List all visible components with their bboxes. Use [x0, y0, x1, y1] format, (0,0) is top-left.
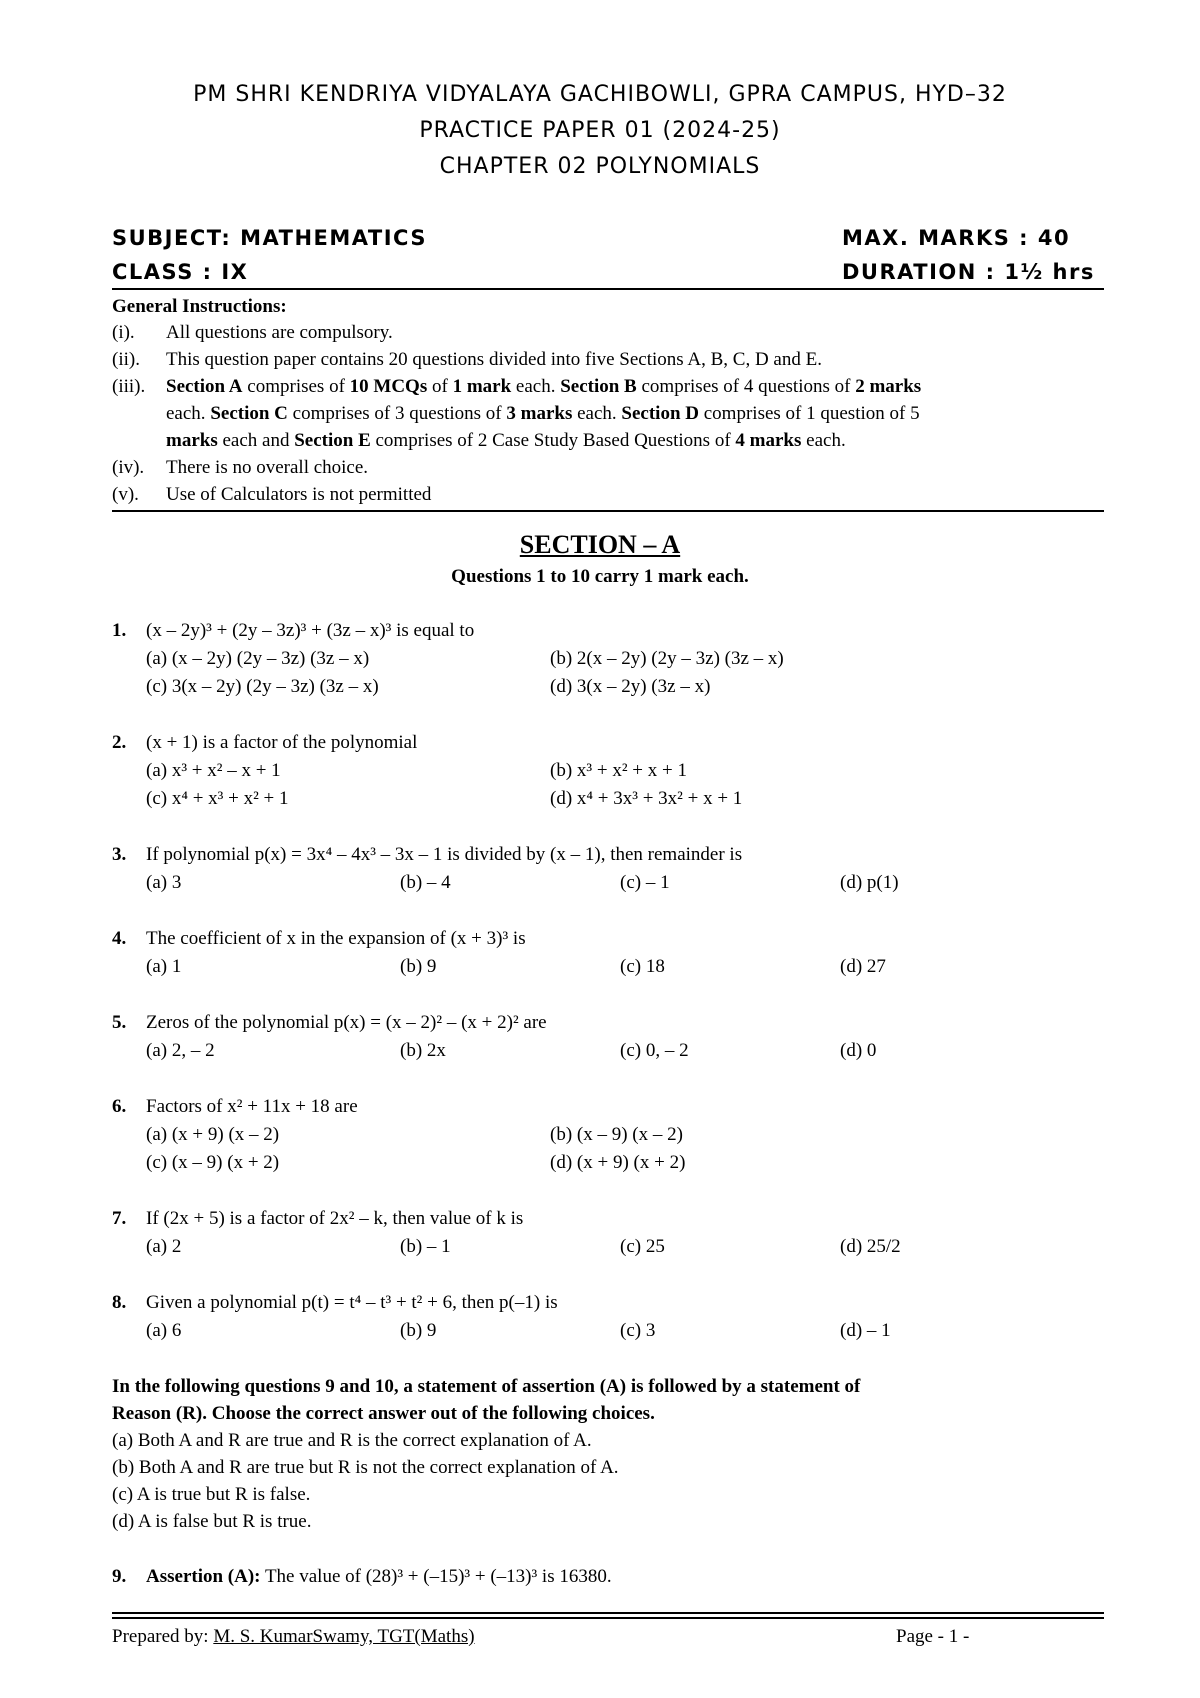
chapter-title: CHAPTER 02 POLYNOMIALS [439, 154, 761, 179]
option-a: (a) 2 [146, 1236, 182, 1257]
question-number: 9. [112, 1566, 127, 1587]
option-a: (a) x³ + x² – x + 1 [146, 760, 281, 781]
question-text: (x + 1) is a factor of the polynomial [146, 732, 418, 753]
assertion-intro: In the following questions 9 and 10, a statement of assertion (A) is followed by a statement of [112, 1376, 861, 1397]
question-text: Zeros of the polynomial p(x) = (x – 2)² – (x + 2)² are [146, 1012, 547, 1033]
option-c: (c) 18 [620, 956, 665, 977]
question-number: 4. [112, 928, 127, 949]
assertion-choice: (b) Both A and R are true but R is not the correct explanation of A. [112, 1457, 619, 1478]
instruction-num: (i). [112, 322, 135, 343]
question-number: 8. [112, 1292, 127, 1313]
question-text: Assertion (A): The value of (28)³ + (–15)³ + (–13)³ is 16380. [146, 1566, 612, 1587]
option-a: (a) 2, – 2 [146, 1040, 215, 1061]
option-c: (c) 25 [620, 1236, 665, 1257]
question-number: 6. [112, 1096, 127, 1117]
option-c: (c) – 1 [620, 872, 670, 893]
question-text: If polynomial p(x) = 3x⁴ – 4x³ – 3x – 1 is divided by (x – 1), then remainder is [146, 844, 743, 865]
header-divider [112, 288, 1104, 290]
footer-prepared: Prepared by: M. S. KumarSwamy, TGT(Maths) [112, 1626, 475, 1647]
school-title: PM SHRI KENDRIYA VIDYALAYA GACHIBOWLI, GPRA CAMPUS, HYD–32 [193, 82, 1007, 107]
option-b: (b) – 4 [400, 872, 451, 893]
instruction-num: (ii). [112, 349, 140, 370]
option-c: (c) 3(x – 2y) (2y – 3z) (3z – x) [146, 676, 379, 697]
instructions-divider [112, 510, 1104, 512]
author-name: M. S. KumarSwamy, TGT(Maths) [213, 1626, 475, 1647]
instruction-text: Section A comprises of 10 MCQs of 1 mark each. Section B comprises of 4 questions of 2 marks [166, 376, 922, 397]
class-label: CLASS : IX [112, 260, 249, 284]
option-a: (a) (x + 9) (x – 2) [146, 1124, 280, 1145]
footer-rule [112, 1612, 1104, 1614]
option-b: (b) 2(x – 2y) (2y – 3z) (3z – x) [550, 648, 784, 669]
section-title: SECTION – A [519, 530, 681, 559]
assertion-choice: (d) A is false but R is true. [112, 1511, 312, 1532]
option-d: (d) p(1) [840, 872, 899, 893]
question-number: 5. [112, 1012, 127, 1033]
question-text: If (2x + 5) is a factor of 2x² – k, then value of k is [146, 1208, 524, 1229]
option-b: (b) (x – 9) (x – 2) [550, 1124, 683, 1145]
option-a: (a) (x – 2y) (2y – 3z) (3z – x) [146, 648, 370, 669]
instruction-num: (iii). [112, 376, 146, 397]
footer-rule [112, 1617, 1104, 1619]
question-text: (x – 2y)³ + (2y – 3z)³ + (3z – x)³ is equal to [146, 620, 475, 641]
option-c: (c) 3 [620, 1320, 656, 1341]
option-c: (c) 0, – 2 [620, 1040, 689, 1061]
instruction-text: All questions are compulsory. [166, 322, 393, 343]
instruction-text: This question paper contains 20 questions divided into five Sections A, B, C, D and E. [166, 349, 822, 370]
assertion-intro: Reason (R). Choose the correct answer out of the following choices. [112, 1403, 655, 1424]
question-number: 3. [112, 844, 127, 865]
duration-label: DURATION : 1½ hrs [842, 260, 1095, 284]
option-b: (b) 9 [400, 956, 437, 977]
instruction-text: There is no overall choice. [166, 457, 369, 478]
option-d: (d) x⁴ + 3x³ + 3x² + x + 1 [550, 788, 743, 809]
question-text: Factors of x² + 11x + 18 are [146, 1096, 358, 1117]
option-d: (d) 3(x – 2y) (3z – x) [550, 676, 711, 697]
section-subtitle: Questions 1 to 10 carry 1 mark each. [451, 566, 749, 587]
page-number: Page - 1 - [896, 1626, 970, 1647]
option-a: (a) 3 [146, 872, 182, 893]
question-text: Given a polynomial p(t) = t⁴ – t³ + t² + 6, then p(–1) is [146, 1292, 558, 1313]
option-b: (b) 2x [400, 1040, 446, 1061]
instruction-text: each. Section C comprises of 3 questions of 3 marks each. Section D comprises of 1 question of 5 [166, 403, 920, 424]
option-d: (d) – 1 [840, 1320, 891, 1341]
assertion-choice: (a) Both A and R are true and R is the correct explanation of A. [112, 1430, 592, 1451]
option-c: (c) (x – 9) (x + 2) [146, 1152, 280, 1173]
option-d: (d) 25/2 [840, 1236, 901, 1257]
question-number: 1. [112, 620, 127, 641]
option-d: (d) (x + 9) (x + 2) [550, 1152, 686, 1173]
option-b: (b) 9 [400, 1320, 437, 1341]
assertion-choice: (c) A is true but R is false. [112, 1484, 311, 1505]
subject-label: SUBJECT: MATHEMATICS [112, 226, 427, 250]
option-c: (c) x⁴ + x³ + x² + 1 [146, 788, 289, 809]
option-d: (d) 27 [840, 956, 886, 977]
instructions-title: General Instructions: [112, 296, 287, 317]
instruction-num: (iv). [112, 457, 145, 478]
question-number: 2. [112, 732, 127, 753]
instruction-num: (v). [112, 484, 139, 505]
option-d: (d) 0 [840, 1040, 877, 1061]
option-b: (b) x³ + x² + x + 1 [550, 760, 687, 781]
option-a: (a) 1 [146, 956, 182, 977]
question-text: The coefficient of x in the expansion of (x + 3)³ is [146, 928, 526, 949]
question-number: 7. [112, 1208, 127, 1229]
max-marks-label: MAX. MARKS : 40 [842, 226, 1071, 250]
paper-title: PRACTICE PAPER 01 (2024-25) [419, 118, 781, 143]
option-a: (a) 6 [146, 1320, 182, 1341]
instruction-text: Use of Calculators is not permitted [166, 484, 432, 505]
option-b: (b) – 1 [400, 1236, 451, 1257]
instruction-text: marks each and Section E comprises of 2 Case Study Based Questions of 4 marks each. [166, 430, 846, 451]
